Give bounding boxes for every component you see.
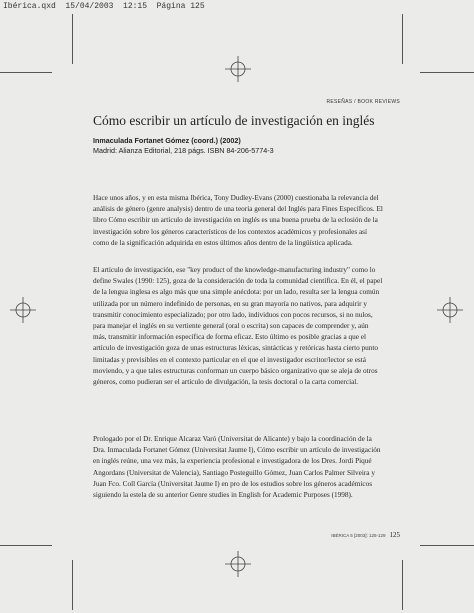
byline (93, 136, 274, 156)
paragraph (93, 193, 383, 249)
print-slug: Ibérica.qxd 15/04/2003 12:15 Página 125 (3, 2, 205, 11)
byline-publisher: Madrid: Alianza Editorial, 218 págs. ISBN 84-206-5774-3 (93, 146, 274, 155)
page-number: 125 (389, 531, 400, 539)
section-label: RESEÑAS / BOOK REVIEWS (326, 99, 400, 105)
paragraph-text: El artículo de investigación, ese "key product of the knowledge-manufacturing industry" como lo define Swales (1990: 125), goza de la consideración de toda la comunidad científica. En él, el papel de la lengua inglesa es algo más que una simple anécdota: por un lado, resulta ser la lengua común utilizada por un número indefinido de personas, en su gran mayoría no nativos, para adquirir y transmitir conocimiento especializado; por otro lado, individuos con pocos recursos, si no nulos, para manejar el inglés en su vertiente general (oral o escrita) son capaces de comprender y, aún más, transmitir información específica de forma eficaz. Esto último es posible gracias a que el artículo de investigación goza de unas estructuras léxicas, sintácticas y retóricas hasta cierto punto limitadas y previsibles en el contexto particular en el que el investigador escritor/lector se está moviendo, y a que tales estructuras conforman un cuerpo básico organizativo que se aleja de otros géneros, como pudieran ser el artículo de divulgación, la tesis doctoral o la carta comercial. (93, 266, 383, 387)
crop-mark (0, 545, 52, 546)
paragraph (93, 265, 383, 388)
registration-mark-icon (437, 297, 463, 323)
paragraph (93, 434, 383, 501)
paragraph-text: Prologado por el Dr. Enrique Alcaraz Varó (Universitat de Alicante) y bajo la coordinación de la Dra. Inmaculada Fortanet Gómez (Universitat Jaume I), Cómo escribir un artículo de investigación en inglés reúne, una vez más, la experiencia profesional e investigadora de los Dres. Jordi Piqué Angordans (Universitat de Valencia), Santiago Posteguillo Gómez, Juan Carlos Palmer Silveira y Juan Fco. Coll García (Universitat Jaume I) en pro de los estudios sobre los géneros académicos siguiendo la estela de su anterior Genre studies in English for Academic Purposes (1998). (93, 435, 381, 500)
byline-authors: Inmaculada Fortanet Gómez (coord.) (2002) (93, 136, 241, 145)
crop-mark (420, 72, 474, 73)
crop-mark (402, 560, 403, 610)
registration-mark-icon (225, 551, 251, 577)
article-title: Cómo escribir un artículo de investigación en inglés (93, 113, 375, 128)
paragraph-text: Hace unos años, y en esta misma Ibérica, Tony Dudley-Evans (2000) cuestionaba la relevancia del análisis de género (genre analysis) dentro de una teoría general del Inglés para Fines Específicos. El libro Cómo escribir un artículo de investigación en inglés es una buena prueba de la eclosión de la investigación sobre los géneros característicos de los contextos académicos y profesionales así como de la significación adquirida en estos últimos años dentro de la lingüística aplicada. (93, 194, 383, 247)
registration-mark-icon (225, 56, 251, 82)
crop-mark (0, 72, 52, 73)
crop-mark (420, 545, 474, 546)
page-footer (331, 531, 400, 539)
footer-journal: IBÉRICA 5 [2003]: 125-129 (331, 533, 386, 538)
crop-mark (72, 560, 73, 610)
registration-mark-icon (10, 297, 36, 323)
crop-mark (402, 14, 403, 64)
crop-mark (72, 14, 73, 64)
